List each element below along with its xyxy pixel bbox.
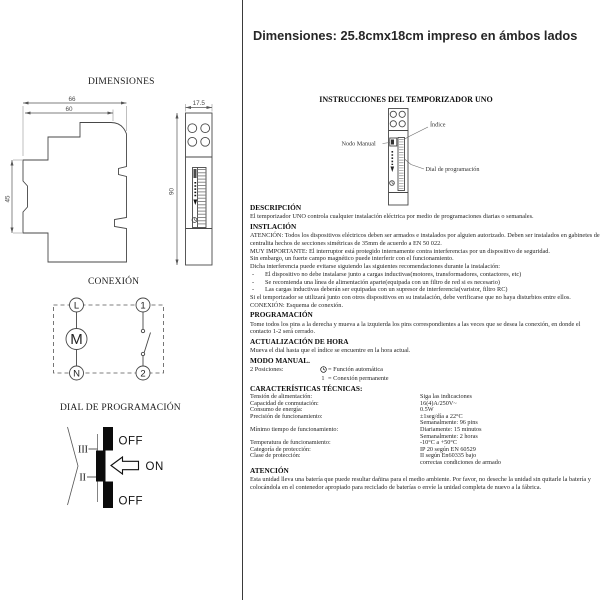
section-title-instalacion: INSTLACIÓN xyxy=(250,222,297,231)
terminal-hole xyxy=(201,137,210,146)
dimensions-drawing xyxy=(0,94,240,276)
device-terminal xyxy=(390,121,396,127)
mode-row xyxy=(250,375,600,383)
section-title-programacion: PROGRAMACIÓN xyxy=(250,310,313,320)
dial-diagram xyxy=(55,418,185,516)
paragraph: Si el temporizador se utilizará junto con otros dispositivos en su instalación, debe verificarse que no haya disturbios entre ellos. xyxy=(250,293,571,301)
device-terminal xyxy=(390,111,396,117)
dial-segment-on xyxy=(96,451,106,482)
paragraph: Tome todos los pins a la derecha y mueva a la izquierda los pins correspondientes a las veces que se desea la conexión, en donde el contacto 1-2 será cerrado. xyxy=(250,320,581,336)
paragraph: CONEXIÓN: Esquema de conexión. xyxy=(250,301,344,309)
bullet-dash: - xyxy=(252,278,255,286)
spec-value: 16(4)A/250V~ xyxy=(420,399,457,407)
label-off-top: OFF xyxy=(118,435,143,448)
spec-value: Semanalmente: 96 pins xyxy=(420,419,478,427)
instructions-body xyxy=(250,204,600,491)
bullet-dash: - xyxy=(252,286,255,294)
spec-label: Temperatura de funcionamiento: xyxy=(250,439,331,447)
bullet-dash: - xyxy=(252,270,255,278)
terminal-hole xyxy=(201,124,210,133)
device-terminal xyxy=(399,121,405,127)
spec-value: 0.5W xyxy=(420,406,434,414)
list-item xyxy=(250,279,600,287)
terminal-l-label: L xyxy=(73,300,80,312)
section-title-actualizacion: ACTUALIZACIÓN DE HORA xyxy=(250,337,349,347)
dial-bracket xyxy=(68,427,79,505)
paragraph: ATENCIÓN: Todos los dispositivos eléctricos deben ser armados e instalados por alguien autorizado. Deben ser instalados en gabinetes de centralita hechos de secciones simétricas de 35mm de acuerdo a EN 50 022. xyxy=(250,232,600,247)
pos-iii-label: III xyxy=(78,444,88,456)
spec-label: Clase de protección: xyxy=(250,452,301,460)
connection-diagram xyxy=(40,292,185,387)
switch-contact xyxy=(141,329,150,355)
spec-value: Semanalmente: 2 horas xyxy=(420,432,478,440)
perm-mode-prefix: 1 xyxy=(321,375,325,383)
label-dial-programacion: Dial de programación xyxy=(425,166,480,173)
spec-label: Capacidad de conmutación: xyxy=(250,399,319,407)
bullet-text: El dispositivo no debe instalarse junto a cargas inductivas(motores, transformadores, contactores, etc) xyxy=(265,270,522,278)
list-item xyxy=(250,271,600,279)
section-title-caracteristicas: CARACTERÍSTICAS TÉCNICAS: xyxy=(250,383,363,393)
clock-icon xyxy=(318,366,328,375)
perm-mode-label: = Conexión permanente xyxy=(328,375,389,383)
label-on: ON xyxy=(145,461,164,473)
dim-60-label: 60 xyxy=(65,106,73,113)
dimensions-section-title: DIMENSIONES xyxy=(88,77,155,87)
device-dial-strip xyxy=(398,138,405,191)
dial-segment-off-top xyxy=(103,427,113,451)
spec-value: II según En60335 bajo xyxy=(420,452,477,460)
on-arrow-icon xyxy=(111,457,139,474)
spec-value: ±1seg/día a 22°C xyxy=(420,412,463,420)
mode-row xyxy=(250,366,600,375)
dial-segment-off-bottom xyxy=(103,482,113,509)
dim-66-label: 66 xyxy=(68,96,76,103)
dim-45-label: 45 xyxy=(4,195,12,203)
spec-row xyxy=(250,460,600,467)
bullet-text: Las cargas inductivas deberán ser equipadas con un supresor de interferencia(varistor, filtro RC) xyxy=(265,286,508,294)
device-clock-icon xyxy=(390,181,395,186)
label-nodo-manual: Nodo Manual xyxy=(341,140,376,148)
leader-line-indice xyxy=(404,127,428,140)
terminal-1-label: 1 xyxy=(140,300,146,312)
spec-label: Categoría de protección: xyxy=(250,445,311,453)
paragraph: MUY IMPORTANTE: El interruptor está protegido internamente contra interferencias por un dispositivo de seguridad. xyxy=(250,247,551,255)
paragraph: Esta unidad lleva una batería que puede resultar dañina para el medio ambiente. Por favor, no deseche la unidad sin quitarle la batería y colocándola en el contenedor apropiado para reciclado de baterías o envíe la unidad completa de nuevo a la fábrica. xyxy=(250,475,591,491)
connection-section-title: CONEXIÓN xyxy=(88,277,140,287)
terminal-hole xyxy=(188,124,197,133)
paragraph: Dicha interferencia puede evitarse siguiendo las siguientes recomendaciones durante la instalación: xyxy=(250,263,501,271)
device-terminal xyxy=(399,111,405,117)
dial-section-title: DIAL DE PROGRAMACIÓN xyxy=(60,403,181,413)
spec-value: -10°C a +50°C xyxy=(420,439,457,447)
spec-value: Diariamente: 15 minutos xyxy=(420,426,482,433)
leader-line-dial xyxy=(405,159,425,169)
label-off-bottom: OFF xyxy=(118,495,143,508)
spec-value: Siga las indicaciones xyxy=(420,393,472,401)
terminal-hole xyxy=(188,137,197,146)
terminal-n-label: N xyxy=(73,368,80,380)
paragraph: Sin embargo, un fuerte campo magnético puede interferir con el funcionamiento. xyxy=(250,255,454,263)
section-title-descripcion: DESCRIPCIÓN xyxy=(250,203,302,212)
auto-mode-label: = Función automática xyxy=(328,366,383,374)
spec-label: Precisión de funcionamiento: xyxy=(250,412,323,420)
terminal-2-label: 2 xyxy=(140,368,146,380)
spec-label: Mínimo tiempo de funcionamiento: xyxy=(250,426,339,433)
device-diagram xyxy=(338,106,523,210)
paragraph: Mueva el dial hasta que el índice se encuentre en la hora actual. xyxy=(250,347,411,355)
spec-value: correctas condiciones de armado xyxy=(420,458,501,466)
instructions-title: INSTRUCCIONES DEL TEMPORIZADOR UNO xyxy=(319,95,493,104)
device-down-arrow-icon xyxy=(391,151,395,172)
dim-90-label: 90 xyxy=(168,187,176,196)
spec-label: Consumo de energía: xyxy=(250,406,303,414)
positions-label: 2 Posiciones: xyxy=(250,366,284,374)
list-item xyxy=(250,286,600,294)
terminal-m-label: M xyxy=(70,331,83,348)
side-view-outline xyxy=(23,123,127,263)
dim-17-5-label: 17.5 xyxy=(192,100,205,107)
spec-value: IP 20 según EN 60529 xyxy=(420,445,476,453)
label-indice: Índice xyxy=(430,121,446,129)
sheet-header: Dimensiones: 25.8cmx18cm impreso en ámbos lados xyxy=(253,28,578,43)
device-manual-knob xyxy=(390,138,397,146)
bullet-text: Se recomienda una línea de alimentación aparte(equipada con un filtro de red si es necesario) xyxy=(265,278,500,286)
paragraph: El temporizador UNO controla cualquier instalación eléctrica por medio de programaciones diarias o semanales. xyxy=(250,213,534,221)
spec-label: Tensión de alimentación: xyxy=(250,393,313,401)
pos-ii-label: II xyxy=(79,472,86,484)
down-arrow-icon xyxy=(193,182,197,205)
section-title-modo-manual: MODO MANUAL. xyxy=(250,356,310,366)
panel-divider xyxy=(242,0,243,600)
section-atencion xyxy=(250,467,600,492)
section-title-atencion: ATENCIÓN xyxy=(250,465,289,475)
